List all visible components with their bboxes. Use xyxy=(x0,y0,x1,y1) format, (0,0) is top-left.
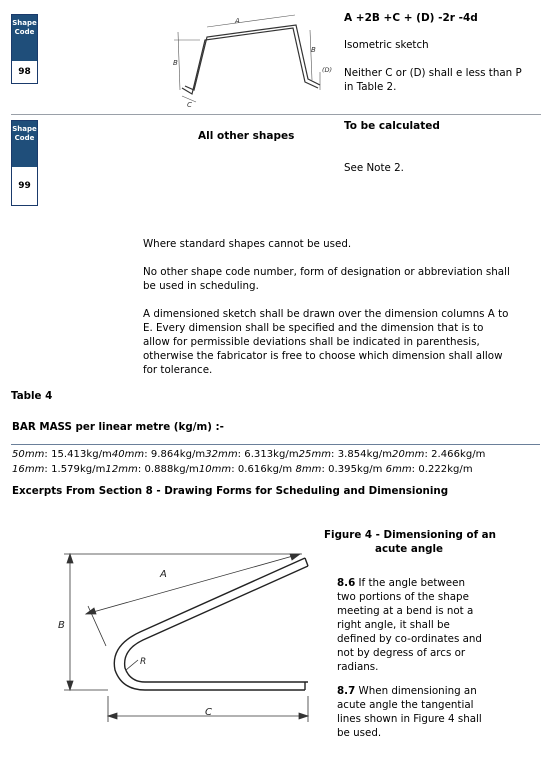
para-8-6-line2: two portions of the shape xyxy=(337,591,469,603)
bar-size: 25mm xyxy=(298,449,332,460)
note-p2-line1: No other shape code number, form of designation or abbreviation shall xyxy=(143,266,510,278)
bar-mass: : 1.579kg/m xyxy=(44,464,106,475)
shape-98-formula: A +2B +C + (D) -2r -4d xyxy=(344,12,478,24)
table-4-title: Table 4 xyxy=(11,390,53,402)
bar-mass-heading: BAR MASS per linear metre (kg/m) :- xyxy=(12,421,224,433)
code-header-word: Code xyxy=(14,134,35,142)
bar-size: 6mm xyxy=(382,464,412,475)
figure-4-title-line1: Figure 4 - Dimensioning of an xyxy=(324,529,496,541)
paragraph-8-6 xyxy=(337,576,482,674)
bar-size: 12mm xyxy=(105,464,138,475)
bar-mass: : 0.616kg/m xyxy=(231,464,293,475)
note-paragraph-1 xyxy=(143,237,543,251)
bar-size: 10mm xyxy=(198,464,232,475)
note-p3-line5: for tolerance. xyxy=(143,364,213,376)
section-8-heading: Excerpts From Section 8 - Drawing Forms for Scheduling and Dimensioning xyxy=(12,485,449,497)
shape-code-99-number: 99 xyxy=(18,181,31,191)
isometric-sketch-98 xyxy=(160,10,340,110)
bar-mass: : 9.864kg/m xyxy=(144,449,206,460)
sketch-label-d: (D) xyxy=(322,66,333,74)
note-p3-line3: allow for permissible deviations shall be indicated in parenthesis, xyxy=(143,336,480,348)
para-8-7-line3: lines shown in Figure 4 shall xyxy=(337,713,482,725)
bar-size: 40mm xyxy=(111,449,145,460)
shape-header-word: Shape xyxy=(12,125,37,133)
bar-size: 50mm xyxy=(12,449,45,460)
shape-98-note-line2: in Table 2. xyxy=(344,81,397,93)
bar-mass: : 3.854kg/m xyxy=(331,449,393,460)
shape-99-label: All other shapes xyxy=(198,130,295,142)
figure-label-a: A xyxy=(160,569,167,580)
bar-mass: : 0.395kg/m xyxy=(321,464,383,475)
para-8-7-line1: When dimensioning an xyxy=(355,685,477,697)
para-8-6-line4: right angle, it shall be xyxy=(337,619,450,631)
note-p3-line2: E. Every dimension shall be specified and the dimension that is to xyxy=(143,322,484,334)
bar-size: 32mm xyxy=(205,449,238,460)
paragraph-8-7 xyxy=(337,684,482,740)
figure-label-b: B xyxy=(58,620,65,631)
para-8-6-line7: radians. xyxy=(337,661,379,673)
note-p3-line1: A dimensioned sketch shall be drawn over the dimension columns A to xyxy=(143,308,509,320)
code-header-word: Code xyxy=(14,28,35,36)
figure-label-r: R xyxy=(140,657,147,667)
para-8-6-line1: If the angle between xyxy=(355,577,465,589)
shape-99-to-be-calculated: To be calculated xyxy=(344,120,440,132)
figure-4-title-line2: acute angle xyxy=(375,543,444,555)
bar-mass: : 0.222kg/m xyxy=(411,464,473,475)
note-p1-text: Where standard shapes cannot be used. xyxy=(143,238,352,250)
para-8-7-line2: acute angle the tangential xyxy=(337,699,474,711)
bar-mass-row-2 xyxy=(12,464,473,475)
divider-98 xyxy=(11,114,541,115)
note-p2-line2: be used in scheduling. xyxy=(143,280,259,292)
sketch-label-c: C xyxy=(187,101,192,109)
sketch-label-a: A xyxy=(235,17,240,25)
figure-4-acute-angle-drawing xyxy=(50,520,318,730)
shape-98-note-line1: Neither C or (D) shall e less than P xyxy=(344,67,522,79)
bar-size: 8mm xyxy=(292,464,322,475)
bar-size: 16mm xyxy=(12,464,45,475)
figure-label-c: C xyxy=(205,707,212,718)
para-8-6-line5: defined by co-ordinates and xyxy=(337,633,482,645)
shape-code-99-header xyxy=(12,121,37,167)
shape-code-98-number: 98 xyxy=(18,67,31,77)
bar-mass: : 15.413kg/m xyxy=(44,449,112,460)
bar-size: 20mm xyxy=(392,449,425,460)
shape-98-sketch-label: Isometric sketch xyxy=(344,39,429,51)
para-8-7-number: 8.7 xyxy=(337,685,356,697)
note-p3-line4: otherwise the fabricator is free to choose which dimension shall allow xyxy=(143,350,503,362)
para-8-6-number: 8.6 xyxy=(337,577,356,589)
note-paragraph-3 xyxy=(143,307,543,377)
shape-code-98-box xyxy=(11,14,38,84)
shape-99-note: See Note 2. xyxy=(344,162,404,174)
bar-mass-row-1 xyxy=(12,449,485,460)
shape-header-word: Shape xyxy=(12,19,37,27)
note-paragraph-2 xyxy=(143,265,543,293)
table-4-top-rule xyxy=(11,444,540,445)
para-8-7-line4: be used. xyxy=(337,727,382,739)
bar-mass: : 0.888kg/m xyxy=(137,464,199,475)
bar-mass: : 2.466kg/m xyxy=(424,449,486,460)
shape-code-98-header xyxy=(12,15,37,61)
bar-mass: : 6.313kg/m xyxy=(237,449,299,460)
para-8-6-line6: not by degress of arcs or xyxy=(337,647,466,659)
shape-code-99-box xyxy=(11,120,38,206)
para-8-6-line3: meeting at a bend is not a xyxy=(337,605,474,617)
sketch-label-b-right: B xyxy=(311,46,316,54)
sketch-label-b-left: B xyxy=(173,59,178,67)
